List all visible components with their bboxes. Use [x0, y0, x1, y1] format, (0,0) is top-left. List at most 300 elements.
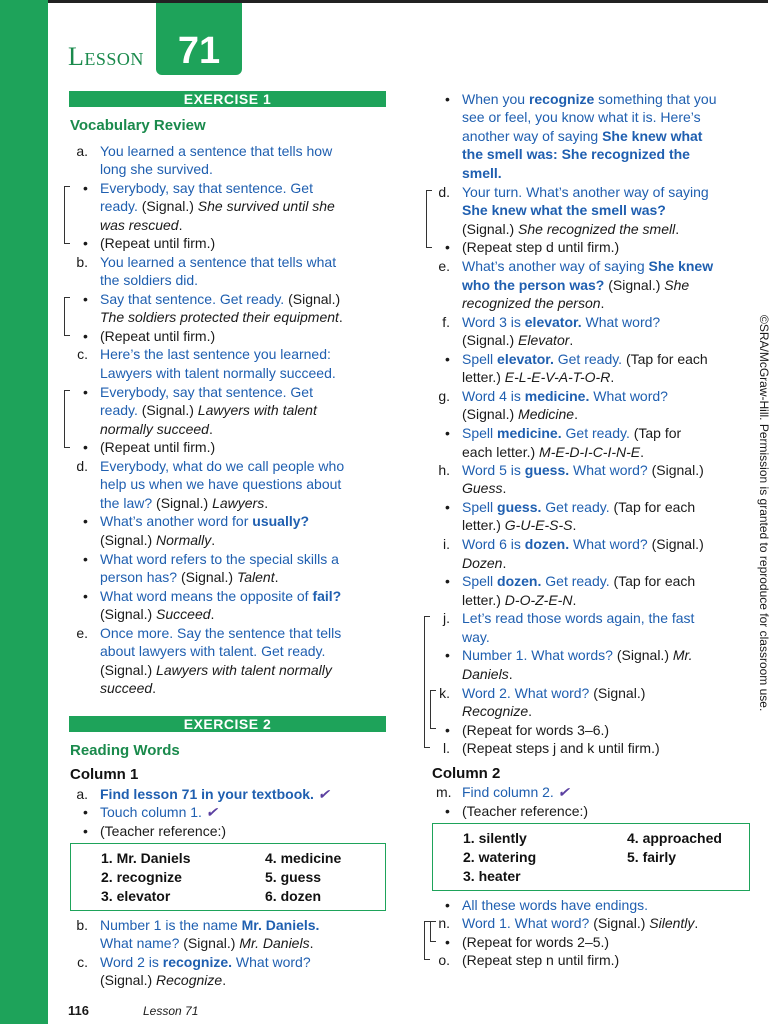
step-label: c.	[77, 346, 88, 362]
step-label: b.	[76, 917, 88, 933]
instruction-line	[100, 624, 341, 643]
instruction-line	[462, 90, 716, 109]
instruction-line	[100, 550, 339, 569]
text-segment: Guess	[462, 480, 503, 496]
instruction-line	[462, 294, 604, 313]
instruction-line	[100, 953, 311, 972]
instruction-line	[462, 461, 704, 480]
text-segment: (Repeat steps j and k until firm.)	[462, 740, 660, 756]
text-segment: Touch column 1.	[100, 804, 206, 820]
word-item: 3. elevator	[101, 888, 171, 904]
instruction-line	[462, 802, 588, 821]
text-segment: (Signal.)	[604, 277, 665, 293]
text-segment: long she survived.	[100, 161, 213, 177]
text-segment: Lawyers with talent normally	[156, 662, 332, 678]
word-item: 6. dozen	[265, 888, 322, 904]
instruction-line	[100, 605, 214, 624]
text-segment: .	[210, 606, 215, 622]
word-item: 1. Mr. Daniels	[101, 850, 191, 866]
instruction-line	[100, 494, 268, 513]
text-segment: each letter.)	[462, 444, 540, 460]
step-label: i.	[443, 536, 450, 552]
bullet-icon: •	[445, 425, 450, 441]
text-segment: Silently	[649, 915, 695, 931]
step-bracket	[430, 921, 436, 942]
page-number: 116	[68, 1003, 89, 1018]
instruction-line	[100, 934, 313, 953]
column1-title: Column 1	[70, 766, 139, 783]
text-segment: Mr.	[672, 647, 693, 663]
text-segment: .	[264, 495, 269, 511]
text-segment: (Signal.)	[593, 915, 650, 931]
text-segment: What word?	[569, 536, 652, 552]
text-segment: What’s another way of saying	[462, 258, 649, 274]
exercise2-title: Reading Words	[70, 742, 180, 759]
text-segment: Spell	[462, 351, 498, 367]
text-segment: What word?	[232, 954, 311, 970]
text-segment: the law?	[100, 495, 157, 511]
bullet-icon: •	[445, 647, 450, 663]
text-segment: letter.)	[462, 517, 505, 533]
text-segment: Word 3 is	[462, 314, 525, 330]
instruction-line	[100, 160, 213, 179]
text-segment: the smell was: She recognized the	[462, 146, 690, 162]
instruction-line	[462, 257, 713, 276]
step-bracket	[64, 186, 70, 244]
step-label: f.	[442, 314, 450, 330]
bullet-icon: •	[445, 573, 450, 589]
instruction-line	[100, 785, 330, 804]
lesson-number: 71	[177, 30, 221, 72]
text-segment: What word?	[589, 388, 668, 404]
instruction-line	[100, 642, 325, 661]
text-segment: recognize	[528, 91, 595, 107]
text-segment: What word?	[581, 314, 661, 330]
lesson-heading-word: Lesson	[68, 42, 144, 71]
word-item: 3. heater	[463, 868, 521, 884]
instruction-line	[462, 535, 704, 554]
instruction-line	[462, 684, 645, 703]
instruction-line	[100, 420, 213, 439]
text-segment: .	[208, 421, 213, 437]
step-label: h.	[438, 462, 450, 478]
instruction-line	[100, 197, 335, 216]
instruction-line	[462, 313, 660, 332]
instruction-line	[462, 201, 666, 220]
text-segment: What word?	[569, 462, 652, 478]
text-segment: (Tap for each	[613, 573, 696, 589]
text-segment: (Signal.)	[141, 402, 198, 418]
text-segment: Medicine	[518, 406, 575, 422]
bullet-icon: •	[83, 823, 88, 839]
instruction-line	[462, 628, 490, 647]
footer-lesson-label: Lesson 71	[143, 1004, 199, 1018]
text-segment: Say that sentence. Get ready.	[100, 291, 289, 307]
instruction-line	[462, 951, 619, 970]
text-segment: something that you	[594, 91, 717, 107]
exercise2-bar: EXERCISE 2	[69, 716, 386, 732]
checkmark-icon: ✔	[317, 786, 330, 802]
text-segment: Word 2 is	[100, 954, 163, 970]
text-segment: was rescued	[100, 217, 179, 233]
instruction-line	[462, 424, 681, 443]
text-segment: .	[574, 406, 578, 422]
text-segment: What’s another word for	[100, 513, 253, 529]
instruction-line	[100, 383, 313, 402]
instruction-line	[462, 646, 693, 665]
text-segment: (Repeat until firm.)	[100, 328, 216, 344]
text-segment: guess.	[497, 499, 542, 515]
text-segment: (Signal.)	[593, 685, 646, 701]
text-segment: (Signal.)	[100, 606, 157, 622]
text-segment: Spell	[462, 573, 498, 589]
bullet-icon: •	[83, 551, 88, 567]
checkmark-icon: ✔	[205, 804, 218, 820]
text-segment: (Teacher reference:)	[462, 803, 589, 819]
instruction-line	[462, 127, 702, 146]
instruction-line	[100, 179, 313, 198]
instruction-line	[462, 368, 614, 387]
instruction-line	[462, 516, 576, 535]
bullet-icon: •	[83, 588, 88, 604]
text-segment: She knew what	[602, 128, 703, 144]
text-segment: (Signal.)	[616, 647, 673, 663]
text-segment: (Repeat until firm.)	[100, 439, 216, 455]
text-segment: (Repeat step d until firm.)	[462, 239, 620, 255]
text-segment: dozen.	[524, 536, 570, 552]
instruction-line	[100, 531, 215, 550]
text-segment: (Signal.)	[180, 569, 237, 585]
text-segment: medicine.	[497, 425, 562, 441]
text-segment: guess.	[524, 462, 570, 478]
instruction-line	[462, 896, 648, 915]
bullet-icon: •	[445, 803, 450, 819]
bullet-icon: •	[83, 384, 88, 400]
instruction-line	[100, 364, 336, 383]
text-segment: elevator.	[524, 314, 582, 330]
text-segment: M-E-D-I-C-I-N-E	[539, 444, 641, 460]
text-segment: Number 1. What words?	[462, 647, 617, 663]
bullet-icon: •	[83, 291, 88, 307]
step-label: k.	[439, 685, 450, 701]
instruction-line	[462, 443, 644, 462]
text-segment: .	[309, 935, 314, 951]
step-label: c.	[77, 954, 88, 970]
bullet-icon: •	[445, 499, 450, 515]
instruction-line	[462, 183, 709, 202]
instruction-line	[100, 568, 279, 587]
text-segment: Get ready.	[561, 425, 634, 441]
instruction-line	[462, 479, 506, 498]
text-segment: Talent	[236, 569, 275, 585]
text-segment: (Tap for each	[613, 499, 696, 515]
text-segment: (Signal.)	[183, 935, 240, 951]
text-segment: She knew what the smell was?	[462, 202, 666, 218]
step-label: j.	[443, 610, 450, 626]
text-segment: Recognize	[156, 972, 223, 988]
text-segment: Get ready.	[541, 499, 614, 515]
text-segment: When you	[462, 91, 529, 107]
text-segment: Word 5 is	[462, 462, 525, 478]
text-segment: Once more. Say the sentence that tells	[100, 625, 342, 641]
instruction-line	[462, 554, 506, 573]
text-segment: (Teacher reference:)	[100, 823, 227, 839]
bullet-icon: •	[445, 351, 450, 367]
step-label: e.	[438, 258, 450, 274]
bullet-icon: •	[445, 897, 450, 913]
text-segment: (Signal.)	[288, 291, 341, 307]
instruction-line	[462, 572, 695, 591]
text-segment: letter.)	[462, 369, 505, 385]
exercise1-title: Vocabulary Review	[70, 117, 206, 134]
text-segment: .	[569, 332, 574, 348]
text-segment: The soldiers protected their equipment	[100, 309, 339, 325]
text-segment: What word means the opposite of	[100, 588, 313, 604]
word-item: 1. silently	[463, 830, 527, 846]
instruction-line	[462, 276, 689, 295]
text-segment: .	[572, 592, 577, 608]
instruction-line	[462, 783, 569, 802]
word-item: 4. medicine	[265, 850, 342, 866]
text-segment: who the person was?	[462, 277, 605, 293]
step-bracket	[64, 390, 70, 448]
instruction-line	[100, 916, 319, 935]
instruction-line	[100, 271, 198, 290]
text-segment: Word 4 is	[462, 388, 525, 404]
text-segment: see or feel, you know what it is. Here’s	[462, 109, 701, 125]
text-segment: (Repeat for words 2–5.)	[462, 934, 610, 950]
instruction-line	[100, 216, 182, 235]
text-segment: .	[600, 295, 605, 311]
bullet-icon: •	[83, 180, 88, 196]
instruction-line	[100, 803, 218, 822]
instruction-line	[100, 475, 341, 494]
instruction-line	[100, 327, 215, 346]
word-box-column2	[432, 823, 750, 891]
text-segment: Let’s read those words again, the fast	[462, 610, 695, 626]
text-segment: recognize.	[162, 954, 233, 970]
instruction-line	[462, 914, 698, 933]
instruction-line	[100, 308, 343, 327]
text-segment: Everybody, say that sentence. Get	[100, 180, 313, 196]
text-segment: Mr. Daniels	[239, 935, 310, 951]
instruction-line	[462, 387, 668, 406]
text-segment: Dozen	[462, 555, 503, 571]
text-segment: usually?	[252, 513, 310, 529]
text-segment: smell.	[462, 165, 502, 181]
text-segment: (Signal.)	[156, 495, 213, 511]
instruction-line	[100, 142, 332, 161]
instruction-line	[100, 438, 215, 457]
text-segment: (Signal.)	[651, 462, 704, 478]
instruction-line	[462, 108, 701, 127]
instruction-line	[100, 290, 340, 309]
text-segment: (Signal.)	[100, 972, 157, 988]
step-label: d.	[76, 458, 88, 474]
instruction-line	[100, 457, 344, 476]
word-item: 2. recognize	[101, 869, 182, 885]
left-green-sidebar	[0, 0, 48, 1024]
text-segment: .	[502, 555, 507, 571]
step-label: d.	[438, 184, 450, 200]
text-segment: .	[152, 680, 157, 696]
instruction-line	[100, 253, 336, 272]
bullet-icon: •	[83, 439, 88, 455]
text-segment: What word refers to the special skills a	[100, 551, 339, 567]
text-segment: .	[694, 915, 699, 931]
text-segment: Your turn. What’s another way of saying	[462, 184, 709, 200]
text-segment: Lawyers with talent	[197, 402, 317, 418]
instruction-line	[462, 498, 695, 517]
text-segment: You learned a sentence that tells how	[100, 143, 333, 159]
text-segment: .	[528, 703, 533, 719]
text-segment: .	[178, 217, 183, 233]
text-segment: .	[508, 666, 513, 682]
instruction-line	[462, 933, 609, 952]
text-segment: dozen.	[497, 573, 542, 589]
instruction-line	[462, 721, 609, 740]
text-segment: .	[274, 569, 279, 585]
bullet-icon: •	[83, 804, 88, 820]
text-segment: person has?	[100, 569, 181, 585]
text-segment: (Signal.)	[462, 332, 519, 348]
step-label: a.	[76, 143, 88, 159]
instruction-line	[462, 665, 513, 684]
step-label: l.	[443, 740, 450, 756]
instruction-line	[462, 405, 578, 424]
column2-title: Column 2	[432, 765, 501, 782]
text-segment: Word 2. What word?	[462, 685, 594, 701]
instruction-line	[462, 609, 694, 628]
text-segment: Succeed	[156, 606, 211, 622]
text-segment: way.	[462, 629, 490, 645]
text-segment: Lawyers with talent normally succeed.	[100, 365, 336, 381]
text-segment: Get ready.	[553, 351, 626, 367]
text-segment: Find column 2.	[462, 784, 558, 800]
text-segment: (Signal.)	[651, 536, 704, 552]
text-segment: .	[572, 517, 577, 533]
bullet-icon: •	[445, 934, 450, 950]
text-segment: ready.	[100, 402, 142, 418]
instruction-line	[100, 234, 215, 253]
bullet-icon: •	[445, 239, 450, 255]
text-segment: She survived until she	[197, 198, 335, 214]
instruction-line	[462, 331, 573, 350]
step-label: o.	[438, 952, 450, 968]
text-segment: Elevator	[518, 332, 570, 348]
instruction-line	[462, 220, 679, 239]
text-segment: All these words have endings.	[462, 897, 648, 913]
step-bracket	[426, 190, 432, 248]
instruction-line	[100, 661, 332, 680]
instruction-line	[100, 587, 341, 606]
text-segment: (Signal.)	[462, 221, 519, 237]
text-segment: Word 1. What word?	[462, 915, 594, 931]
text-segment: normally succeed	[100, 421, 209, 437]
step-label: b.	[76, 254, 88, 270]
instruction-line	[462, 591, 576, 610]
text-segment: .	[640, 444, 645, 460]
text-segment: another way of saying	[462, 128, 603, 144]
instruction-line	[462, 350, 708, 369]
text-segment: ready.	[100, 198, 142, 214]
text-segment: letter.)	[462, 592, 505, 608]
step-label: n.	[438, 915, 450, 931]
bullet-icon: •	[83, 328, 88, 344]
permission-notice: ©SRA/McGraw-Hill. Permission is granted to reproduce for classroom use.	[757, 315, 771, 712]
text-segment: .	[675, 221, 680, 237]
text-segment: What name?	[100, 935, 184, 951]
instruction-line	[100, 971, 226, 990]
text-segment: She recognized the smell	[518, 221, 676, 237]
instruction-line	[462, 238, 619, 257]
text-segment: Lawyers	[212, 495, 265, 511]
text-segment: medicine.	[524, 388, 590, 404]
text-segment: (Signal.)	[100, 532, 157, 548]
instruction-line	[100, 512, 309, 531]
text-segment: Mr. Daniels.	[241, 917, 320, 933]
text-segment: .	[211, 532, 216, 548]
step-label: g.	[438, 388, 450, 404]
text-segment: Here’s the last sentence you learned:	[100, 346, 331, 362]
text-segment: Recognize	[462, 703, 529, 719]
text-segment: .	[222, 972, 227, 988]
text-segment: fail?	[312, 588, 342, 604]
instruction-line	[100, 679, 156, 698]
text-segment: (Tap for	[633, 425, 682, 441]
word-item: 4. approached	[627, 830, 722, 846]
bullet-icon: •	[83, 235, 88, 251]
bullet-icon: •	[445, 91, 450, 107]
text-segment: She knew	[648, 258, 714, 274]
instruction-line	[100, 401, 317, 420]
text-segment: help us when we have questions about	[100, 476, 342, 492]
word-item: 2. watering	[463, 849, 537, 865]
text-segment: about lawyers with talent. Get ready.	[100, 643, 326, 659]
text-segment: elevator.	[497, 351, 554, 367]
text-segment: (Repeat until firm.)	[100, 235, 216, 251]
text-segment: G-U-E-S-S	[504, 517, 573, 533]
instruction-line	[462, 145, 690, 164]
text-segment: E-L-E-V-A-T-O-R	[504, 369, 611, 385]
text-segment: (Signal.)	[100, 662, 157, 678]
text-segment: (Repeat for words 3–6.)	[462, 722, 610, 738]
instruction-line	[462, 739, 660, 758]
text-segment: She	[664, 277, 690, 293]
instruction-line	[462, 702, 532, 721]
text-segment: .	[502, 480, 507, 496]
text-segment: .	[610, 369, 615, 385]
text-segment: Number 1 is the name	[100, 917, 242, 933]
text-segment: (Signal.)	[141, 198, 198, 214]
text-segment: Spell	[462, 425, 498, 441]
step-label: m.	[436, 784, 452, 800]
text-segment: Find lesson 71 in your textbook.	[100, 786, 318, 802]
text-segment: (Signal.)	[462, 406, 519, 422]
instruction-line	[100, 345, 331, 364]
text-segment: Spell	[462, 499, 498, 515]
bullet-icon: •	[83, 513, 88, 529]
step-label: a.	[76, 786, 88, 802]
checkmark-icon: ✔	[557, 784, 570, 800]
text-segment: D-O-Z-E-N	[504, 592, 573, 608]
bullet-icon: •	[445, 722, 450, 738]
exercise1-bar: EXERCISE 1	[69, 91, 386, 107]
text-segment: Normally	[156, 532, 212, 548]
instruction-line	[100, 822, 226, 841]
text-segment: Word 6 is	[462, 536, 525, 552]
step-bracket	[64, 297, 70, 336]
